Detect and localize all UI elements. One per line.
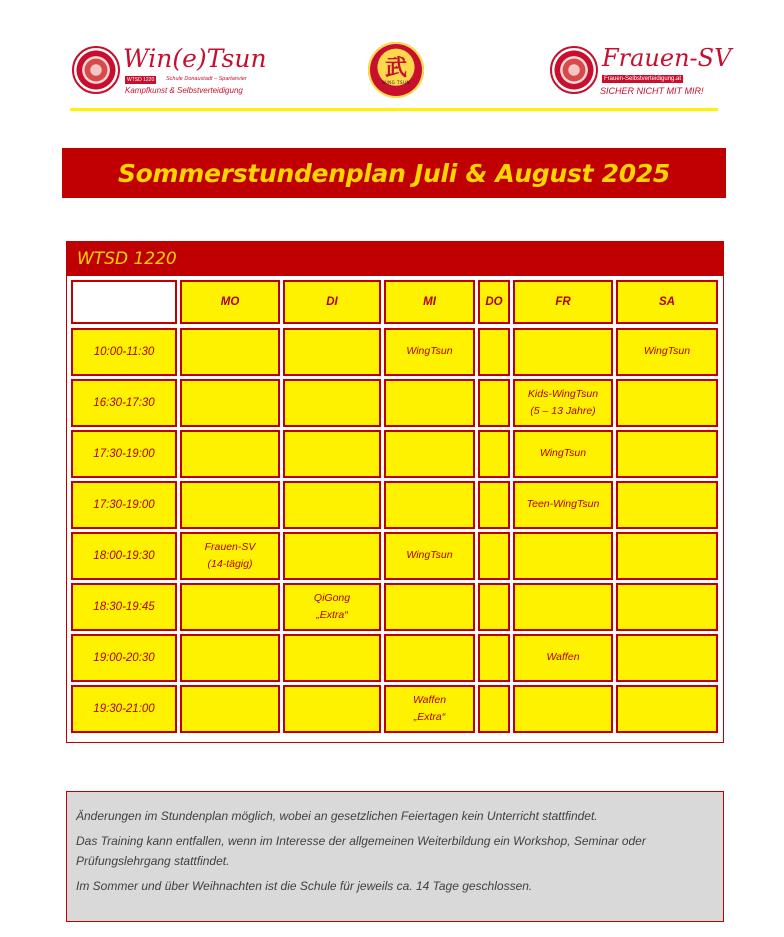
- empty-cell: [478, 328, 510, 376]
- empty-cell: [180, 430, 280, 478]
- time-cell-text: 16:30-17:30: [93, 396, 155, 409]
- class-cell: [180, 532, 280, 580]
- seal-glyph: 武: [384, 55, 407, 81]
- class-cell: [384, 328, 475, 376]
- empty-cell: [384, 430, 475, 478]
- class-cell-text: WingTsun: [539, 447, 587, 460]
- time-cell-text: 10:00-11:30: [93, 345, 155, 358]
- page-title: Sommerstundenplan Juli & August 2025: [117, 158, 671, 188]
- time-cell: [71, 685, 177, 733]
- empty-cell: [616, 481, 718, 529]
- time-cell-text: 17:30-19:00: [93, 447, 155, 460]
- empty-cell: [384, 634, 475, 682]
- empty-cell: [513, 328, 613, 376]
- empty-cell: [513, 685, 613, 733]
- time-cell-text: 18:30-19:45: [93, 600, 155, 613]
- wingtsun-seal-icon: [368, 42, 424, 98]
- time-cell-text: 19:30-21:00: [93, 702, 155, 715]
- empty-cell: [180, 481, 280, 529]
- day-header-di: [283, 280, 381, 324]
- notes-box: [66, 791, 724, 922]
- time-cell-text: 19:00-20:30: [93, 651, 155, 664]
- time-cell: [71, 430, 177, 478]
- day-header-fr: [513, 280, 613, 324]
- logo-wingtsun-subtitle: Kampfkunst & Selbstverteidigung: [125, 86, 243, 95]
- class-cell-text: Frauen-SV (14-tägig): [204, 540, 256, 570]
- seal-mini-text: WING TSUN: [382, 80, 410, 85]
- empty-cell: [283, 685, 381, 733]
- class-cell-text: Kids-WingTsun (5 – 13 Jahre): [527, 387, 599, 417]
- logo-wingtsun-script: Win(e)Tsun: [123, 44, 267, 73]
- empty-cell: [478, 583, 510, 631]
- frauen-sv-emblem-icon: [550, 46, 598, 94]
- class-cell: [384, 685, 475, 733]
- time-cell: [71, 583, 177, 631]
- class-cell-text: Waffen „Extra“: [412, 693, 447, 723]
- header-divider: [70, 108, 718, 111]
- empty-cell: [180, 685, 280, 733]
- wingtsun-emblem-icon: [72, 46, 120, 94]
- empty-cell: [283, 481, 381, 529]
- corner-cell: [71, 280, 177, 324]
- empty-cell: [283, 328, 381, 376]
- time-cell: [71, 481, 177, 529]
- class-cell-text: WingTsun: [406, 549, 453, 562]
- logo-wingtsun-school-line: Schule Donaustadt – Spartanvier: [166, 76, 247, 82]
- day-header-do: [478, 280, 510, 324]
- day-header-mo: [180, 280, 280, 324]
- day-header-do-text: DO: [485, 295, 503, 308]
- day-header-di-text: DI: [326, 295, 338, 308]
- empty-cell: [384, 583, 475, 631]
- empty-cell: [478, 481, 510, 529]
- empty-cell: [478, 634, 510, 682]
- empty-cell: [513, 532, 613, 580]
- class-cell: [513, 634, 613, 682]
- day-header-fr-text: FR: [555, 295, 571, 308]
- logo-wingtsun-tag: WTSD 1220: [127, 77, 155, 83]
- class-cell-text: WingTsun: [406, 345, 453, 358]
- time-cell: [71, 532, 177, 580]
- empty-cell: [513, 583, 613, 631]
- empty-cell: [283, 430, 381, 478]
- empty-cell: [283, 634, 381, 682]
- time-cell: [71, 634, 177, 682]
- logo-frauen-sv-slogan: SICHER NICHT MIT MIR!: [600, 86, 704, 96]
- class-cell-text: QiGong „Extra“: [313, 591, 351, 621]
- time-cell: [71, 328, 177, 376]
- class-cell: [616, 328, 718, 376]
- schedule-location: WTSD 1220: [77, 249, 177, 269]
- empty-cell: [180, 379, 280, 427]
- day-header-sa-text: SA: [659, 295, 675, 308]
- empty-cell: [384, 481, 475, 529]
- logo-frauen-sv-tag: Frauen-Selbstverteidigung.at: [604, 76, 682, 82]
- class-cell-text: Teen-WingTsun: [526, 498, 600, 511]
- empty-cell: [616, 379, 718, 427]
- empty-cell: [180, 328, 280, 376]
- schedule-table: [66, 241, 724, 743]
- empty-cell: [478, 430, 510, 478]
- empty-cell: [616, 634, 718, 682]
- day-header-sa: [616, 280, 718, 324]
- empty-cell: [180, 583, 280, 631]
- class-cell-text: Waffen: [546, 651, 580, 664]
- class-cell: [283, 583, 381, 631]
- empty-cell: [478, 685, 510, 733]
- empty-cell: [180, 634, 280, 682]
- class-cell: [513, 430, 613, 478]
- empty-cell: [616, 685, 718, 733]
- day-header-mi-text: MI: [423, 295, 436, 308]
- logo-frauen-sv-script: Frauen-SV: [602, 44, 732, 72]
- empty-cell: [478, 379, 510, 427]
- schedule-header: [67, 242, 723, 276]
- title-banner: [62, 148, 726, 198]
- day-header-mi: [384, 280, 475, 324]
- note-line: Im Sommer und über Weihnachten ist die Schule für jeweils ca. 14 Tage geschlossen.: [76, 879, 533, 893]
- class-cell: [513, 379, 613, 427]
- empty-cell: [478, 532, 510, 580]
- class-cell: [513, 481, 613, 529]
- class-cell: [384, 532, 475, 580]
- empty-cell: [616, 430, 718, 478]
- empty-cell: [616, 583, 718, 631]
- empty-cell: [283, 379, 381, 427]
- empty-cell: [384, 379, 475, 427]
- time-cell: [71, 379, 177, 427]
- class-cell-text: WingTsun: [643, 345, 691, 358]
- note-line: Das Training kann entfallen, wenn im Interesse der allgemeinen Weiterbildung ein Workshop, Seminar oder Prüfungslehrgang stattfindet.: [76, 834, 646, 868]
- time-cell-text: 17:30-19:00: [93, 498, 155, 511]
- note-line: Änderungen im Stundenplan möglich, wobei an gesetzlichen Feiertagen kein Unterricht stattfindet.: [76, 809, 598, 823]
- time-cell-text: 18:00-19:30: [93, 549, 155, 562]
- empty-cell: [283, 532, 381, 580]
- empty-cell: [616, 532, 718, 580]
- day-header-mo-text: MO: [220, 295, 240, 308]
